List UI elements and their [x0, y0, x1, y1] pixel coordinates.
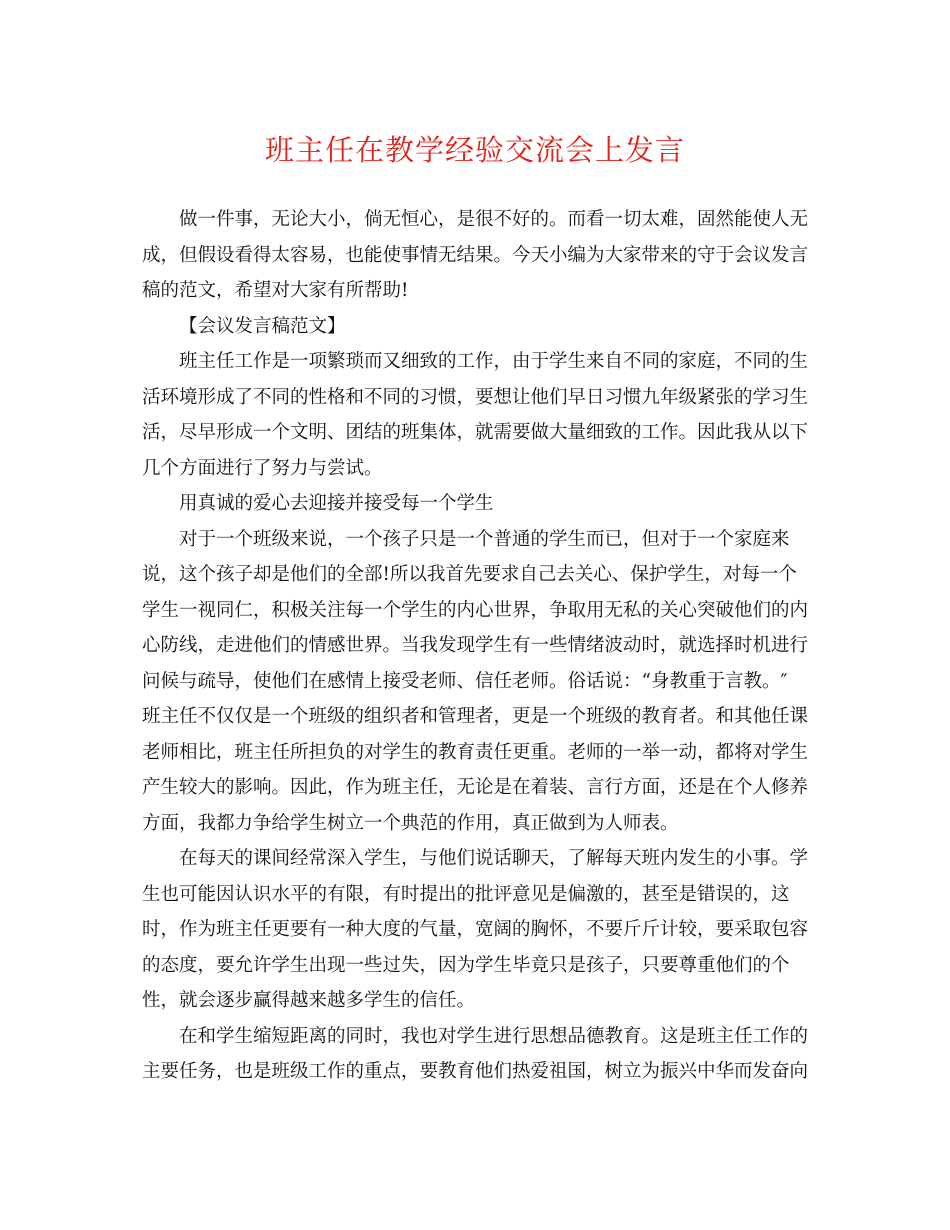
subheading-sincerity — [142, 486, 812, 522]
text-line: 主要任务，也是班级工作的重点，要教育他们热爱祖国，树立为振兴中华而发奋向 — [142, 1061, 809, 1082]
text-line: 对于一个班级来说，一个孩子只是一个普通的学生而已，但对于一个家庭来 — [179, 528, 790, 550]
document-title: 班主任在教学经验交流会上发言 — [264, 133, 685, 167]
text-line: 心防线，走进他们的情感世界。当我发现学生有一些情绪波动时，就选择时机进行 — [142, 635, 809, 656]
text-line: 的态度，要允许学生出现一些过失，因为学生毕竟只是孩子，只要尊重他们的个 — [142, 954, 790, 976]
text-line: 班主任工作是一项繁琐而又细致的工作，由于学生来自不同的家庭，不同的生 — [179, 351, 809, 372]
text-line: 方面，我都力争给学生树立一个典范的作用，真正做到为人师表。 — [142, 812, 679, 834]
paragraph-family — [142, 522, 812, 842]
text-line: 学生一视同仁，积极关注每一个学生的内心世界，争取用无私的关心突破他们的内 — [142, 599, 809, 621]
text-line: 在每天的课间经常深入学生，与他们说话聊天，了解每天班内发生的小事。学 — [179, 848, 809, 869]
text-line: 问候与疏导，使他们在感情上接受老师、信任老师。俗话说：“身教重于言教。″ — [142, 670, 788, 692]
text-line: 老师相比，班主任所担负的对学生的教育责任更重。老师的一举一动，都将对学生 — [142, 741, 809, 763]
text-line: 生也可能因认识水平的有限，有时提出的批评意见是偏激的，甚至是错误的，这 — [142, 883, 790, 905]
document-body — [142, 202, 812, 1090]
text-line: 产生较大的影响。因此，作为班主任，无论是在着装、言行方面，还是在个人修养 — [142, 777, 809, 798]
text-line: 活环境形成了不同的性格和不同的习惯，要想让他们早日习惯九年级紧张的学习生 — [142, 386, 809, 408]
text-line: 做一件事，无论大小，倘无恒心，是很不好的。而看一切太难，固然能使人无 — [179, 209, 809, 230]
text-line: 性，就会逐步赢得越来越多学生的信任。 — [142, 990, 476, 1011]
text-line: 用真诚的爱心去迎接并接受每一个学生 — [179, 493, 494, 514]
text-line: 说，这个孩子却是他们的全部!所以我首先要求自己去关心、保护学生，对每一个 — [142, 564, 797, 585]
paragraph-daily — [142, 841, 812, 1019]
text-line: 成，但假设看得太容易，也能使事情无结果。今天小编为大家带来的守于会议发言 — [142, 244, 809, 266]
paragraph-work — [142, 344, 812, 486]
text-line: 几个方面进行了努力与尝试。 — [142, 457, 383, 479]
paragraph-moral — [142, 1019, 812, 1090]
text-line: 【会议发言稿范文】 — [179, 315, 346, 337]
section-heading — [142, 309, 812, 345]
paragraph-intro — [142, 202, 812, 309]
text-line: 时，作为班主任更要有一种大度的气量，宽阔的胸怀，不要斤斤计较，要采取包容 — [142, 919, 809, 940]
text-line: 活，尽早形成一个文明、团结的班集体，就需要做大量细致的工作。因此我从以下 — [142, 422, 809, 443]
text-line: 在和学生缩短距离的同时，我也对学生进行思想品德教育。这是班主任工作的 — [179, 1025, 809, 1047]
text-line: 稿的范文，希望对大家有所帮助! — [142, 280, 409, 301]
text-line: 班主任不仅仅是一个班级的组织者和管理者，更是一个班级的教育者。和其他任课 — [142, 706, 809, 727]
